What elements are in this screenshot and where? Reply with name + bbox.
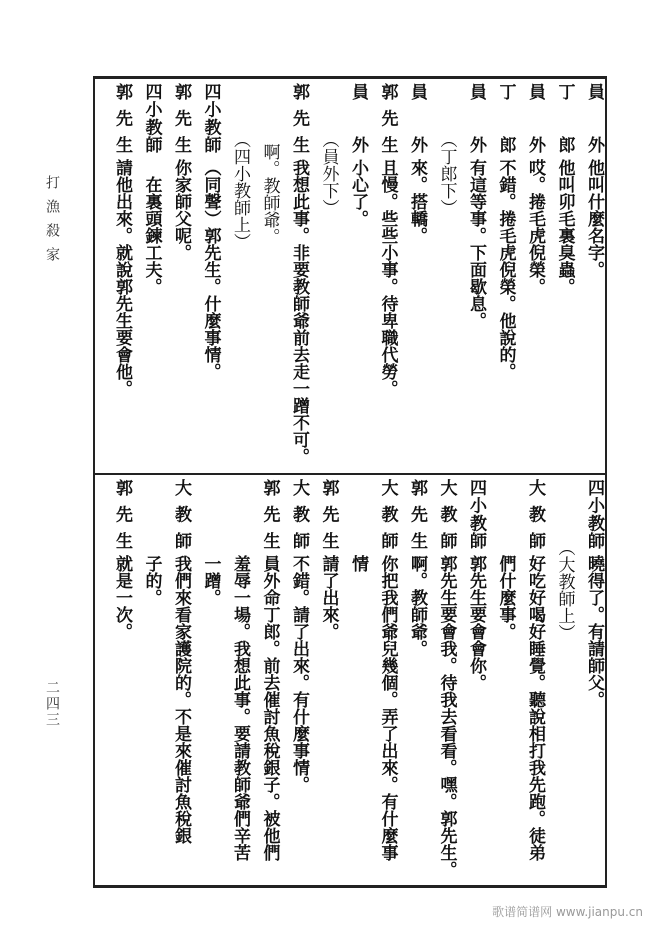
speaker-name: 四小教師 <box>200 83 221 153</box>
line-text: 就是一次。 <box>112 555 132 640</box>
speaker-name: 四小教師 <box>466 479 486 549</box>
stage-direction <box>310 79 340 473</box>
line-text: （大教師上） <box>554 539 575 641</box>
continuation-line <box>487 475 517 885</box>
line-text: 你家師父呢。 <box>171 159 191 261</box>
dialogue-line <box>192 79 222 473</box>
line-text: （同聲）郭先生。什麼事情。 <box>200 159 221 380</box>
speaker-name: 郭先生 <box>112 479 132 549</box>
stage-direction <box>251 79 281 473</box>
continuation-line <box>133 475 163 885</box>
speaker-name: 員外 <box>348 83 368 153</box>
line-text: 哎。捲毛虎倪榮。 <box>525 159 545 295</box>
speaker-name: 員外 <box>466 83 486 153</box>
line-text: 不錯。捲毛虎倪榮。他說的。 <box>495 159 516 380</box>
line-text: 你把我們爺兒幾個。弄了出來。有什麼事 <box>377 555 398 861</box>
speaker-name: 丁郎 <box>495 83 516 153</box>
line-text: 子的。 <box>141 555 162 606</box>
line-text: 郭先生要會會你。 <box>466 555 486 691</box>
dialogue-line <box>487 79 517 473</box>
dialogue-line <box>399 475 429 885</box>
continuation-line <box>340 475 370 885</box>
stage-direction <box>222 79 252 473</box>
dialogue-line <box>163 79 193 473</box>
line-text: 且慢。些些小事。待卑職代勞。 <box>377 159 398 397</box>
dialogue-line <box>251 475 281 885</box>
upper-register <box>95 79 605 475</box>
dialogue-line <box>428 475 458 885</box>
line-text: 不錯。請了出來。有什麼事情。 <box>289 555 309 793</box>
dialogue-line <box>576 79 606 473</box>
dialogue-line <box>104 79 134 473</box>
speaker-name: 大教師 <box>171 479 191 549</box>
dialogue-line <box>340 79 370 473</box>
dialogue-line <box>369 475 399 885</box>
speaker-name: 四小教師 <box>141 83 162 153</box>
speaker-name: 郭先生 <box>259 479 280 549</box>
line-text: 請他出來。就說郭先生要會他。 <box>112 159 132 397</box>
dialogue-line <box>546 79 576 473</box>
line-text: 好吃好喝好睡覺。聽說相打我先跑。徒弟 <box>525 555 545 861</box>
line-text: 我們來看家護院的。不是來催討魚稅銀 <box>171 555 191 844</box>
dialogue-line <box>133 79 163 473</box>
speaker-name: 四小教師 <box>584 479 604 549</box>
line-text: 請了出來。 <box>318 555 339 640</box>
dialogue-line <box>458 79 488 473</box>
speaker-name: 郭先生 <box>171 83 191 153</box>
line-text: 曉得了。有請師父。 <box>584 555 604 708</box>
dialogue-line <box>399 79 429 473</box>
line-text: 他叫什麼名字。 <box>584 159 604 278</box>
speaker-name: 郭先生 <box>318 479 339 549</box>
page-number: 二四三 <box>44 680 60 728</box>
line-text: 在裏頭鍊工夫。 <box>141 159 162 295</box>
line-text: 他叫卯毛裏臭蟲。 <box>554 159 575 295</box>
dialogue-line <box>576 475 606 885</box>
line-text: 有這等事。下面歇息。 <box>466 159 486 329</box>
speaker-name: 大教師 <box>377 479 398 549</box>
stage-direction <box>428 79 458 473</box>
speaker-name: 員外 <box>584 83 604 153</box>
speaker-name: 員外 <box>525 83 545 153</box>
dialogue-line <box>163 475 193 885</box>
line-text: 小心了。 <box>348 159 368 227</box>
speaker-name: 大教師 <box>289 479 309 549</box>
line-text: 員外命丁郎。前去催討魚稅銀子。被他們 <box>259 555 280 861</box>
continuation-line <box>192 475 222 885</box>
text-frame <box>93 76 607 888</box>
speaker-name: 郭先生 <box>289 83 309 153</box>
line-text: 情 <box>348 555 368 572</box>
line-text: 我想此事。非要教師爺前去走一蹭不可。 <box>289 159 309 465</box>
line-text: 來。搭轎。 <box>407 159 427 244</box>
dialogue-line <box>281 475 311 885</box>
speaker-name: 丁郎 <box>554 83 575 153</box>
line-text: 郭先生要會我。待我去看看。嘿。郭先生。 <box>436 555 457 878</box>
line-text: 啊。教師爺。 <box>259 143 280 245</box>
dialogue-line <box>517 79 547 473</box>
speaker-name: 郭先生 <box>112 83 132 153</box>
speaker-name: 員外 <box>407 83 427 153</box>
line-text: 一蹭。 <box>200 555 221 606</box>
line-text: 羞辱一場。我想此事。要請教師爺們辛苦 <box>230 555 250 861</box>
lower-register <box>95 475 605 885</box>
dialogue-line <box>458 475 488 885</box>
dialogue-line <box>310 475 340 885</box>
speaker-name: 大教師 <box>525 479 545 549</box>
running-title: 打漁殺家 <box>44 175 60 271</box>
line-text: 們什麼事。 <box>495 555 516 640</box>
dialogue-line <box>281 79 311 473</box>
watermark: 歌谱简谱网 www.jianpu.cn <box>492 905 643 919</box>
dialogue-line <box>369 79 399 473</box>
continuation-line <box>222 475 252 885</box>
line-text: （四小教師上） <box>230 131 250 250</box>
dialogue-line <box>517 475 547 885</box>
line-text: （丁郎下） <box>436 131 457 216</box>
speaker-name: 郭先生 <box>377 83 398 153</box>
speaker-name: 大教師 <box>436 479 457 549</box>
stage-direction <box>546 475 576 885</box>
dialogue-line <box>104 475 134 885</box>
line-text: 啊。教師爺。 <box>407 555 427 657</box>
speaker-name: 郭先生 <box>407 479 427 549</box>
line-text: （員外下） <box>318 131 339 216</box>
